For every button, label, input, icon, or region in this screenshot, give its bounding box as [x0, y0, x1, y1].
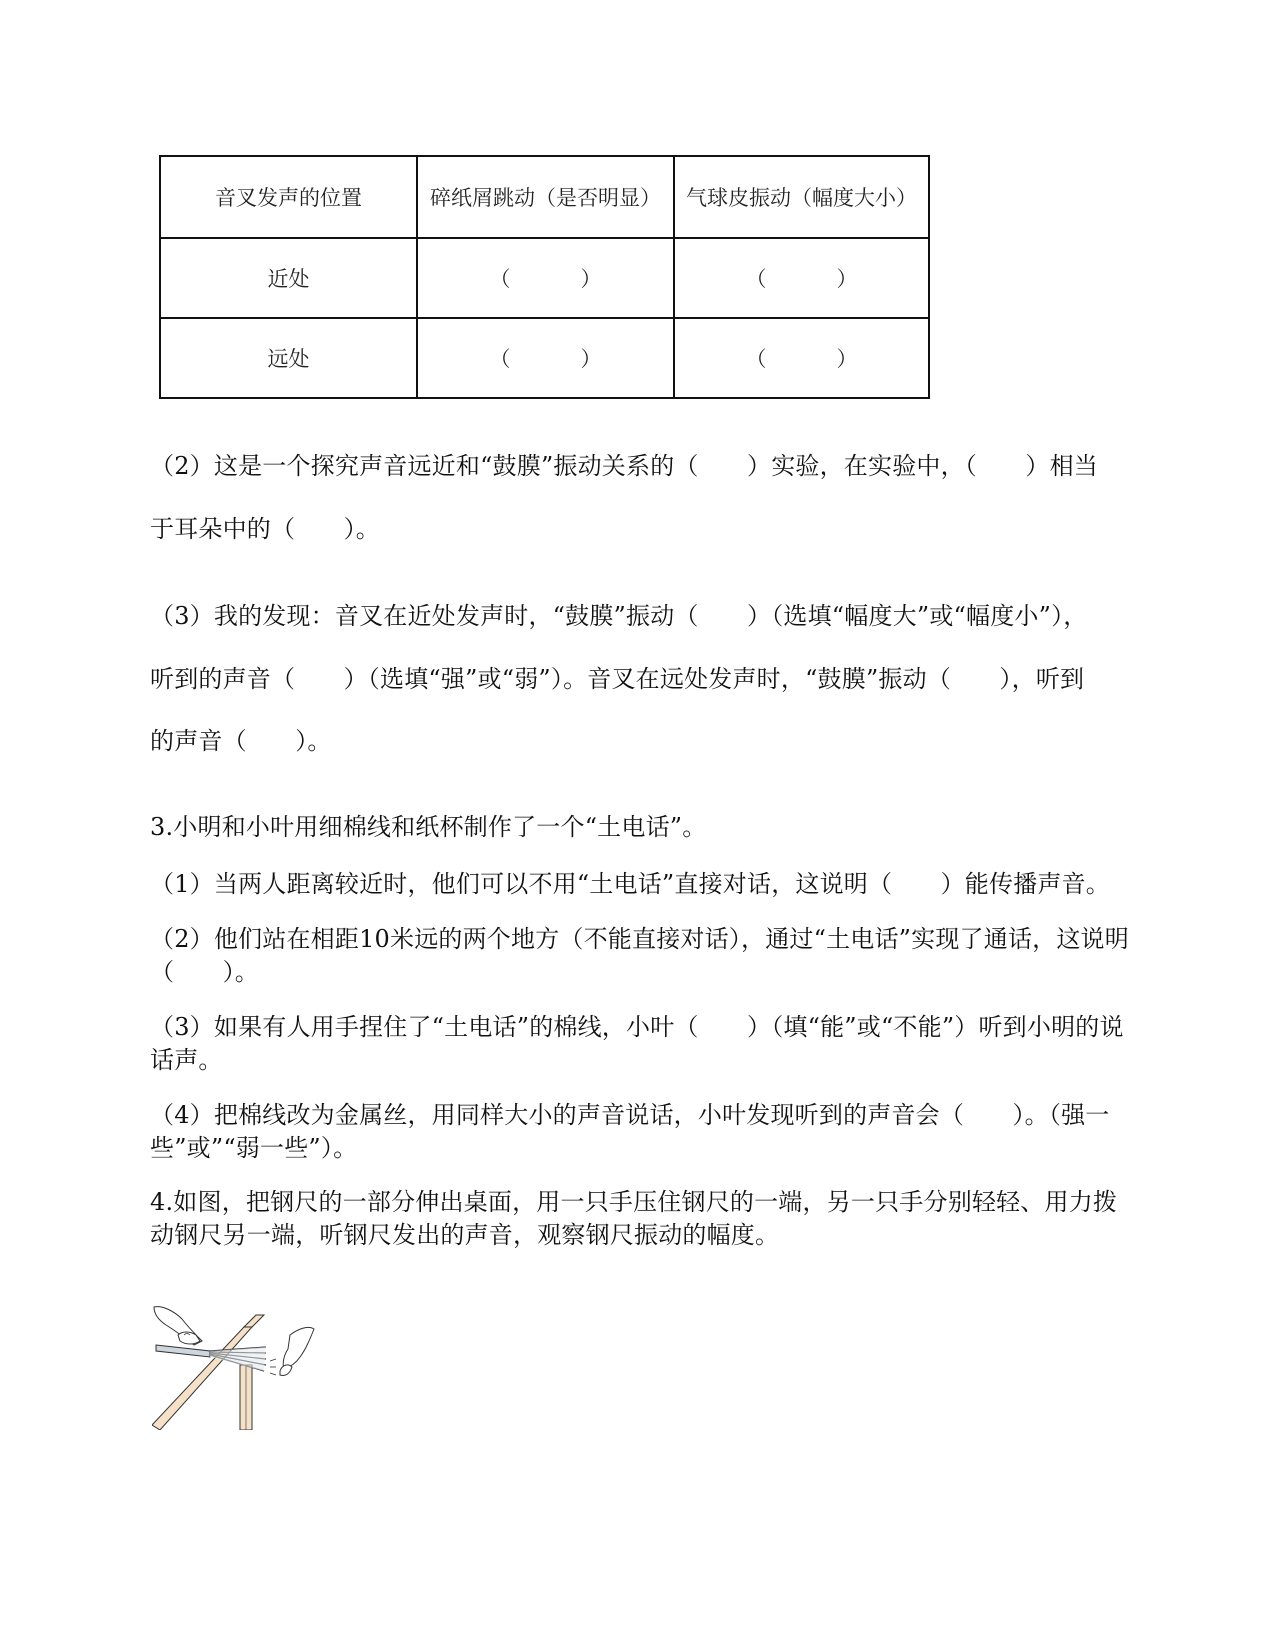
observation-table-wrapper [159, 155, 930, 399]
open-paren: （ [745, 267, 767, 291]
q4-text: 4.如图，把钢尺的一部分伸出桌面，用一只手压住钢尺的一端，另一只手分别轻轻、用力拨动钢尺另一端，听钢尺发出的声音，观察钢尺振动的幅度。 [150, 1188, 1118, 1249]
close-paren: ） [836, 347, 858, 371]
table-header-cell: 气球皮振动（幅度大小） [674, 156, 929, 238]
ruler-on-table-illustration [152, 1305, 317, 1430]
table-cell-position: 远处 [160, 318, 417, 398]
table-cell-blank[interactable] [417, 318, 674, 398]
table-cell-position: 近处 [160, 238, 417, 318]
q2-sub2-line1: （2）这是一个探究声音远近和“鼓膜”振动关系的（ ）实验，在实验中，（ ）相当 [150, 452, 1099, 480]
q3-sub1: （1）当两人距离较近时，他们可以不用“土电话”直接对话，这说明（ ）能传播声音。 [150, 870, 1111, 898]
open-paren: （ [489, 267, 511, 291]
open-paren: （ [745, 347, 767, 371]
q3-sub2: （2）他们站在相距10米远的两个地方（不能直接对话），通过“土电话”实现了通话，这说明（ ）。 [150, 925, 1129, 986]
q2-sub3-line1: （3）我的发现：音叉在近处发声时，“鼓膜”振动（ ）（选填“幅度大”或“幅度小”）， [150, 602, 1088, 630]
table-cell-blank[interactable] [674, 238, 929, 318]
table-cell-blank[interactable] [674, 318, 929, 398]
table-header-row [160, 156, 929, 238]
q3-sub4: （4）把棉线改为金属丝，用同样大小的声音说话，小叶发现听到的声音会（ ）。（强一些”或”“弱一些”）。 [150, 1101, 1110, 1162]
table-header-cell: 音叉发声的位置 [160, 156, 417, 238]
table-header-cell: 碎纸屑跳动（是否明显） [417, 156, 674, 238]
close-paren: ） [836, 267, 858, 291]
open-paren: （ [489, 347, 511, 371]
q2-sub3-line3: 的声音（ ）。 [150, 727, 332, 755]
close-paren: ） [580, 267, 602, 291]
q2-sub2-line2: 于耳朵中的（ ）。 [150, 515, 380, 543]
ruler-illustration-svg [152, 1305, 317, 1430]
close-paren: ） [580, 347, 602, 371]
table-row [160, 318, 929, 398]
q3-sub3: （3）如果有人用手捏住了“土电话”的棉线，小叶（ ）（填“能”或“不能”）听到小明的说话声。 [150, 1013, 1124, 1074]
table-row [160, 238, 929, 318]
q2-sub3-line2: 听到的声音（ ）（选填“强”或“弱”）。音叉在远处发声时，“鼓膜”振动（ ），听到 [150, 665, 1085, 693]
table-cell-blank[interactable] [417, 238, 674, 318]
observation-table [159, 155, 930, 399]
q3-title: 3.小明和小叶用细棉线和纸杯制作了一个“土电话”。 [150, 813, 707, 841]
